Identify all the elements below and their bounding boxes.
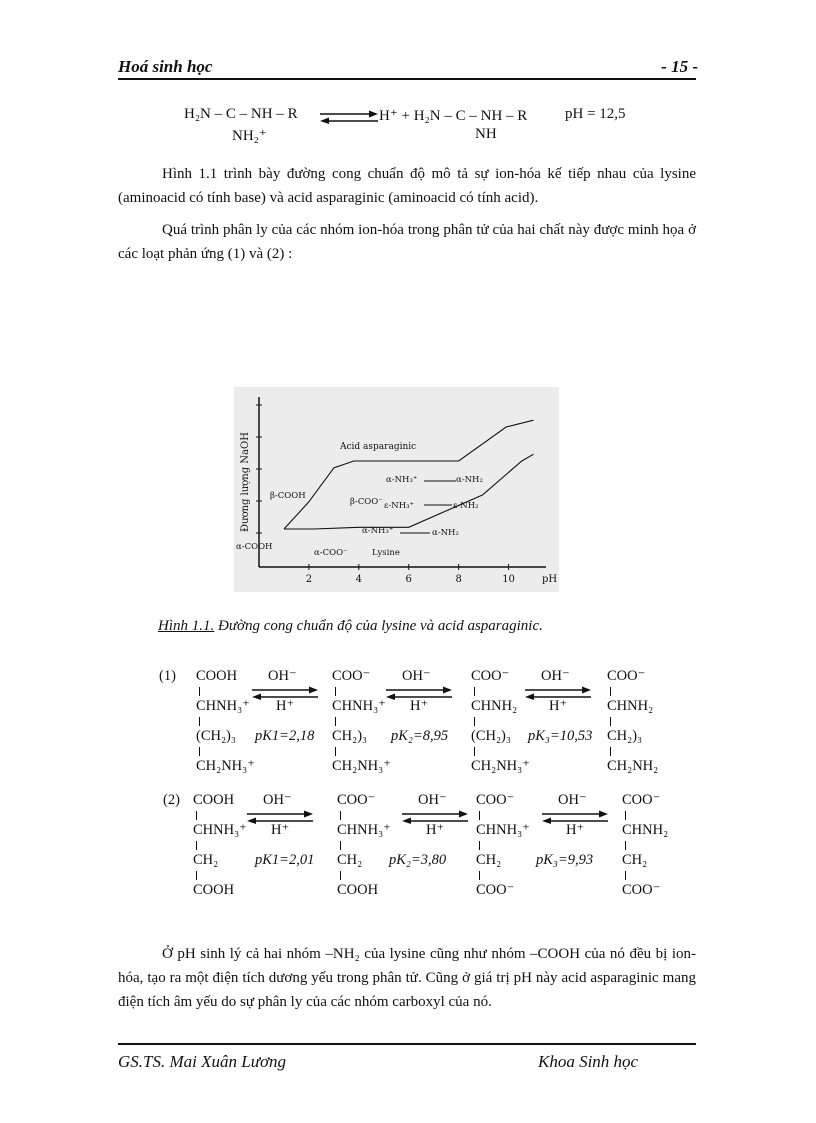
bond-line (625, 871, 626, 880)
x-tick-label-8: 8 (455, 574, 462, 585)
compound-3-line-4: CH₂NH₃⁺ (471, 758, 530, 774)
bond-line (625, 841, 626, 850)
bond-line (196, 811, 197, 820)
equilibrium-arrows-icon (540, 810, 610, 824)
oh-label: OH⁻ (558, 792, 587, 808)
bond-line (196, 871, 197, 880)
eq-right-sub: NH (475, 126, 497, 142)
compound-1-line-3: CH₂ (193, 852, 219, 868)
compound-2-line-1: COO⁻ (337, 792, 376, 808)
paragraph-3: Ở pH sinh lý cả hai nhóm –NH₂ của lysine cũng như nhóm –COOH của nó đều bị ion-hóa, tạo ra một điện tích dương yếu trong phân tử. Cũng ở giá trị pH này acid asparaginic mang điện tích âm yếu do sự phân ly của các nhóm carboxyl của nó. (118, 946, 696, 1010)
compound-1-line-3: (CH₂)₃ (196, 728, 236, 744)
header-title: Hoá sinh học (118, 57, 213, 76)
bond-line (340, 871, 341, 880)
pk-value-2: pK₂=3,80 (389, 852, 447, 868)
compound-4-line-1: COO⁻ (622, 792, 661, 808)
compound-3-line-2: CHNH₂ (471, 698, 518, 714)
h-label: H⁺ (549, 698, 568, 714)
h-label: H⁺ (426, 822, 445, 838)
pk-value-1: pK1=2,01 (255, 852, 315, 868)
equilibrium-arrows-icon (523, 686, 593, 700)
compound-3-line-1: COO⁻ (476, 792, 515, 808)
bond-line (199, 687, 200, 696)
compound-3-line-3: CH₂ (476, 852, 502, 868)
annot-acid-asparaginic: Acid asparaginic (340, 442, 417, 452)
annot-asp-a-nh2: α-NH₂ (456, 475, 483, 485)
compound-1-line-1: COOH (193, 792, 235, 808)
compound-2-line-2: CHNH₃⁺ (337, 822, 391, 838)
compound-4-line-3: CH₂)₃ (607, 728, 643, 744)
compound-4-line-4: COO⁻ (622, 882, 661, 898)
oh-label: OH⁻ (541, 668, 570, 684)
pk-value-3: pK₃=9,93 (536, 852, 594, 868)
pk-value-2: pK₂=8,95 (391, 728, 449, 744)
compound-1-line-2: CHNH₃⁺ (193, 822, 247, 838)
equilibrium-arrows-icon (384, 686, 454, 700)
equilibrium-arrows-icon (318, 110, 380, 124)
header-rule (118, 78, 696, 80)
compound-2-line-3: CH₂ (337, 852, 363, 868)
page-number: - 15 - (661, 57, 698, 76)
oh-label: OH⁻ (418, 792, 447, 808)
compound-2-line-3: CH₂)₃ (332, 728, 368, 744)
annot-lys-a-nh3: α-NH₃⁺ (362, 526, 394, 536)
eq-left-sub: NH₂⁺ (232, 128, 267, 144)
figure-caption (158, 618, 543, 635)
pk-value-3: pK₃=10,53 (528, 728, 593, 744)
bond-line (610, 717, 611, 726)
footer-department: Khoa Sinh học (538, 1052, 639, 1071)
pk-value-1: pK1=2,18 (255, 728, 315, 744)
equilibrium-arrows-icon (245, 810, 315, 824)
compound-2-line-4: CH₂NH₃⁺ (332, 758, 391, 774)
bond-line (474, 687, 475, 696)
oh-label: OH⁻ (402, 668, 431, 684)
compound-1-line-4: CH₂NH₃⁺ (196, 758, 255, 774)
h-label: H⁺ (410, 698, 429, 714)
reaction-number: (2) (163, 792, 180, 808)
footer-author: GS.TS. Mai Xuân Lương (118, 1052, 287, 1071)
footer-rule (118, 1043, 696, 1045)
annot-e-nh2: ε-NH₂ (453, 501, 479, 511)
bond-line (610, 747, 611, 756)
compound-1-line-2: CHNH₃⁺ (196, 698, 250, 714)
chart-ylabel: Đương lượng NaOH (240, 432, 251, 532)
x-tick-label-10: 10 (502, 574, 515, 585)
equilibrium-arrows-icon (250, 686, 320, 700)
eq-ph: pH = 12,5 (565, 106, 626, 122)
h-label: H⁺ (566, 822, 585, 838)
bond-line (335, 717, 336, 726)
bond-line (335, 747, 336, 756)
annot-lysine: Lysine (372, 548, 400, 558)
chart-xlabel: pH (542, 574, 558, 585)
h-label: H⁺ (271, 822, 290, 838)
oh-label: OH⁻ (263, 792, 292, 808)
compound-2-line-1: COO⁻ (332, 668, 371, 684)
x-tick-label-4: 4 (355, 574, 363, 585)
annot-a-cooh: α-COOH (236, 542, 273, 552)
x-tick-label-2: 2 (305, 574, 313, 585)
bond-line (474, 747, 475, 756)
bond-line (199, 717, 200, 726)
bond-line (340, 811, 341, 820)
annot-e-nh3: ε-NH₃⁺ (384, 501, 415, 511)
bond-line (479, 841, 480, 850)
compound-3-line-2: CHNH₃⁺ (476, 822, 530, 838)
paragraph-2: Quá trình phân ly của các nhóm ion-hóa trong phân tử của hai chất này được minh họa ở các loạt phản ứng (1) và (2) : (118, 222, 696, 262)
compound-3-line-1: COO⁻ (471, 668, 510, 684)
oh-label: OH⁻ (268, 668, 297, 684)
eq-right: H⁺ + H₂N – C – NH – R (379, 108, 528, 124)
compound-2-line-4: COOH (337, 882, 379, 898)
caption-label: Hình 1.1. (158, 618, 215, 634)
compound-3-line-4: COO⁻ (476, 882, 515, 898)
compound-4-line-2: CHNH₂ (622, 822, 669, 838)
compound-3-line-3: (CH₂)₃ (471, 728, 511, 744)
bond-line (199, 747, 200, 756)
titration-chart (234, 387, 559, 592)
bond-line (335, 687, 336, 696)
compound-1-line-1: COOH (196, 668, 238, 684)
annot-b-coo: β-COO⁻ (350, 497, 383, 507)
annot-lys-a-nh2: α-NH₂ (432, 528, 459, 538)
bond-line (474, 717, 475, 726)
bond-line (479, 811, 480, 820)
caption-text: Đường cong chuẩn độ của lysine và acid asparaginic. (214, 618, 543, 634)
bond-line (610, 687, 611, 696)
compound-1-line-4: COOH (193, 882, 235, 898)
h-label: H⁺ (276, 698, 295, 714)
eq-left: H₂N – C – NH – R (184, 106, 298, 122)
compound-4-line-1: COO⁻ (607, 668, 646, 684)
annot-a-coo: α-COO⁻ (314, 548, 348, 558)
bond-line (479, 871, 480, 880)
bond-line (196, 841, 197, 850)
compound-4-line-3: CH₂ (622, 852, 648, 868)
paragraph-1: Hình 1.1 trình bày đường cong chuẩn độ mô tả sự ion-hóa kế tiếp nhau của lysine (aminoacid có tính base) và acid asparaginic (aminoacid có tính acid). (118, 166, 696, 206)
compound-4-line-2: CHNH₂ (607, 698, 654, 714)
x-tick-label-6: 6 (405, 574, 412, 585)
equilibrium-arrows-icon (400, 810, 470, 824)
compound-2-line-2: CHNH₃⁺ (332, 698, 386, 714)
annot-asp-a-nh3: α-NH₃⁺ (386, 475, 418, 485)
reaction-number: (1) (159, 668, 176, 684)
bond-line (340, 841, 341, 850)
compound-4-line-4: CH₂NH₂ (607, 758, 659, 774)
bond-line (625, 811, 626, 820)
annot-b-cooh: β-COOH (270, 491, 306, 501)
